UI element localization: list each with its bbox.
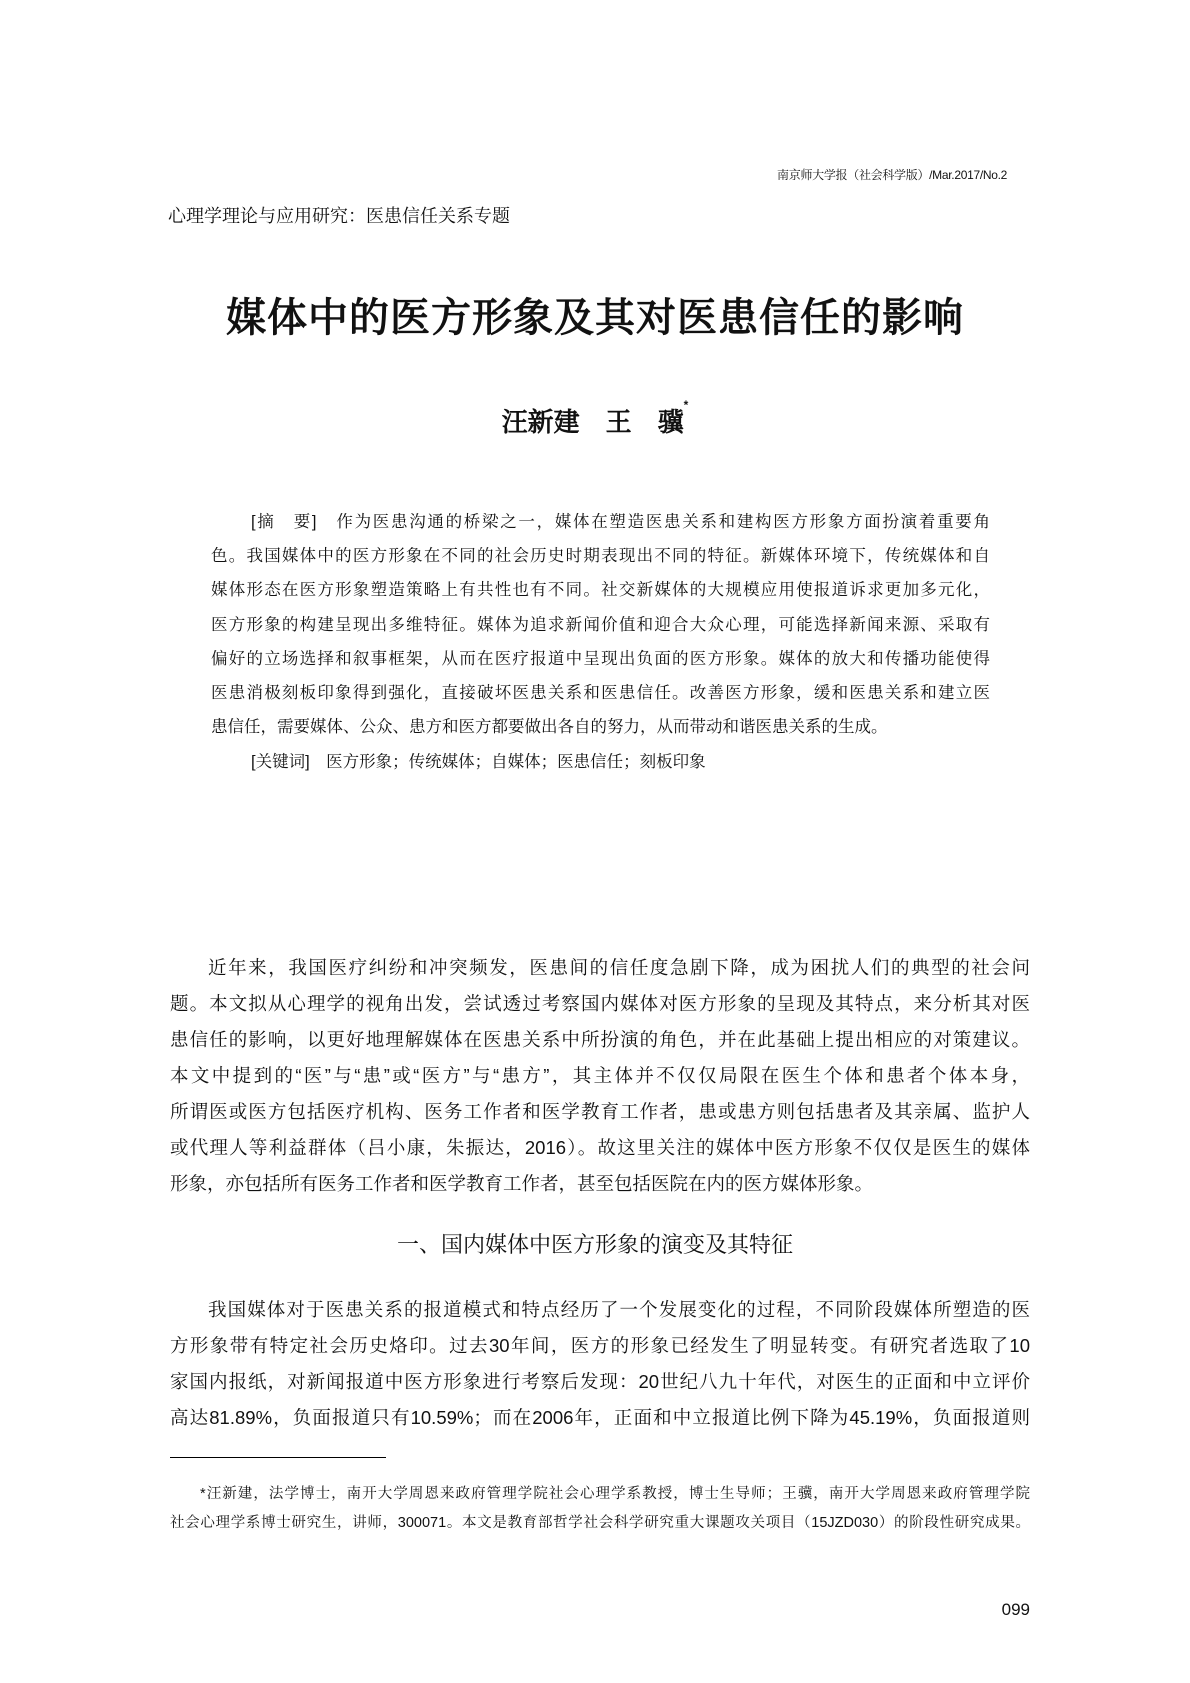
body-line: 本文中提到的“医”与“患”或“医方”与“患方”，其主体并不仅仅局限在医生个体和患者个体本身， (170, 1065, 1030, 1086)
abstract-line: 媒体形态在医方形象塑造策略上有共性也有不同。社交新媒体的大规模应用使报道诉求更加多元化， (211, 581, 990, 599)
body-line: 近年来，我国医疗纠纷和冲突频发，医患间的信任度急剧下降，成为困扰人们的典型的社会问 (208, 957, 1030, 978)
abstract-line: [摘 要] 作为医患沟通的桥梁之一，媒体在塑造医患关系和建构医方形象方面扮演着重要角 (251, 513, 990, 531)
author-names: 汪新建 王 骥 (501, 407, 684, 437)
article-title: 媒体中的医方形象及其对医患信任的影响 (226, 296, 964, 340)
body-line: 形象，亦包括所有医务工作者和医学教育工作者，甚至包括医院在内的医方媒体形象。 (170, 1173, 874, 1194)
abstract-line: 医方形象的构建呈现出多维特征。媒体为追求新闻价值和迎合大众心理，可能选择新闻来源、采取有 (211, 616, 990, 634)
footnote-divider (170, 1457, 386, 1458)
body-line: 我国媒体对于医患关系的报道模式和特点经历了一个发展变化的过程，不同阶段媒体所塑造的医 (208, 1299, 1030, 1320)
journal-header: 南京师大学报（社会科学版）/Mar.2017/No.2 (777, 168, 1007, 182)
body-line: 家国内报纸，对新闻报道中医方形象进行考察后发现：20世纪八九十年代，对医生的正面和中立评价 (170, 1371, 1030, 1392)
abstract-line: 医患消极刻板印象得到强化，直接破坏医患关系和医患信任。改善医方形象，缓和医患关系和建立医 (211, 684, 990, 702)
abstract-line: 患信任，需要媒体、公众、患方和医方都要做出各自的努力，从而带动和谐医患关系的生成。 (211, 718, 888, 736)
footnote-line: *汪新建，法学博士，南开大学周恩来政府管理学院社会心理学系教授，博士生导师；王骥，南开大学周恩来政府管理学院 (200, 1486, 1030, 1502)
section-heading: 一、国内媒体中医方形象的演变及其特征 (396, 1232, 793, 1257)
abstract-line: 色。我国媒体中的医方形象在不同的社会历史时期表现出不同的特征。新媒体环境下，传统媒体和自 (211, 547, 990, 565)
author-footnote-mark: * (683, 398, 689, 412)
page-number: 099 (1001, 1600, 1030, 1619)
keywords: [关键词] 医方形象；传统媒体；自媒体；医患信任；刻板印象 (251, 753, 706, 771)
section-label: 心理学理论与应用研究：医患信任关系专题 (168, 206, 510, 226)
article-authors (0, 398, 1190, 439)
body-line: 患信任的影响，以更好地理解媒体在医患关系中所扮演的角色，并在此基础上提出相应的对策建议。 (170, 1029, 1030, 1050)
body-line: 高达81.89%，负面报道只有10.59%；而在2006年，正面和中立报道比例下降为45.19%，负面报道则 (170, 1407, 1030, 1428)
footnote-line: 社会心理学系博士研究生，讲师，300071。本文是教育部哲学社会科学研究重大课题攻关项目（15JZD030）的阶段性研究成果。 (170, 1515, 1030, 1531)
body-line: 所谓医或医方包括医疗机构、医务工作者和医学教育工作者，患或患方则包括患者及其亲属、监护人 (170, 1101, 1030, 1122)
body-line: 方形象带有特定社会历史烙印。过去30年间，医方的形象已经发生了明显转变。有研究者选取了10 (170, 1335, 1030, 1356)
abstract-line: 偏好的立场选择和叙事框架，从而在医疗报道中呈现出负面的医方形象。媒体的放大和传播功能使得 (211, 650, 990, 668)
body-line: 题。本文拟从心理学的视角出发，尝试透过考察国内媒体对医方形象的呈现及其特点，来分析其对医 (170, 993, 1030, 1014)
body-line: 或代理人等利益群体（吕小康，朱振达，2016）。故这里关注的媒体中医方形象不仅仅是医生的媒体 (170, 1137, 1030, 1158)
